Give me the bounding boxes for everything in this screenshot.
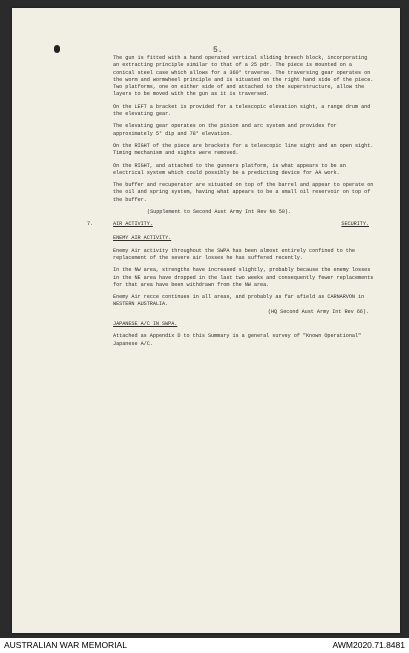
punch-hole-mark <box>54 45 60 53</box>
footer-accession-number: AWM2020.71.8481 <box>332 640 405 650</box>
paragraph-buffer: The buffer and recuperator are situated on top of the barrel and appear to operate on the oil and spring system, having what appears to be a small oil reservoir on top of the buffer. <box>113 182 374 203</box>
paragraph-left-bracket: On the LEFT a bracket is provided for a telescopic elevation sight, a range drum and the elevating gear. <box>113 103 371 118</box>
paragraph-nw-area: In the NW area, strengths have increased slightly, probably because the enemy losses in the NE area have dropped in the last two weeks and consequently fewer replacements for that area have been withdrawn from the NW area. <box>113 267 374 288</box>
subheading-enemy-air: ENEMY AIR ACTIVITY. <box>113 235 172 242</box>
section-heading <box>87 221 375 229</box>
source-reference-top: (Supplement to Second Aust Army Int Rev No 50). <box>147 209 291 216</box>
subheading-japanese-ac: JAPANESE A/C IN SWPA. <box>113 321 178 328</box>
document-body <box>87 55 375 353</box>
section-number: 7. <box>87 221 94 228</box>
footer-bar <box>0 638 409 653</box>
paragraph-air-recce: Enemy Air recce continues in all areas, and probably as far afield as CARNARVON in WESTERN AUSTRALIA. <box>113 294 365 308</box>
footer-institution: AUSTRALIAN WAR MEMORIAL <box>4 640 127 650</box>
page-number: 5. <box>213 46 223 55</box>
section-classification: SECURITY. <box>341 221 369 228</box>
paragraph-electrical-system: On the RIGHT, and attached to the gunners platform, is what appears to be an electrical system which could possibly be a predicting device for AA work. <box>113 162 346 176</box>
source-reference-air: (HQ Second Aust Army Int Rev 66). <box>267 308 369 315</box>
paragraph-appendix: Attached as Appendix D to this Summary is a general survey of "Known Operational" Japanese A/C. <box>113 333 362 347</box>
paragraph-air-activity: Enemy Air activity throughout the SWPA has been almost entirely confined to the replacement of the severe air losses he has suffered recently. <box>113 247 355 261</box>
paragraph-breech: The gun is fitted with a hand operated vertical sliding breech block, incorporating an extracting principle similar to that of a 25 pdr. The piece is mounted on a conical steel case which allows for a 360° traverse. The traversing gear operates on the worm and wormwheel principle and is situated on the right hand side of the piece. Two platforms, one on either side of and attached to the superstructure, allow the layers to be moved with the gun as it is traversed. <box>113 55 374 98</box>
paragraph-elevating-gear: The elevating gear operates on the pinion and arc system and provides for approximately 5° dip and 78° elevation. <box>113 123 337 137</box>
section-title: AIR ACTIVITY. <box>113 221 153 228</box>
paragraph-right-brackets: On the RIGHT of the piece are brackets for a telescopic line sight and an open sight. Timing mechanism and sights were removed. <box>113 142 374 157</box>
